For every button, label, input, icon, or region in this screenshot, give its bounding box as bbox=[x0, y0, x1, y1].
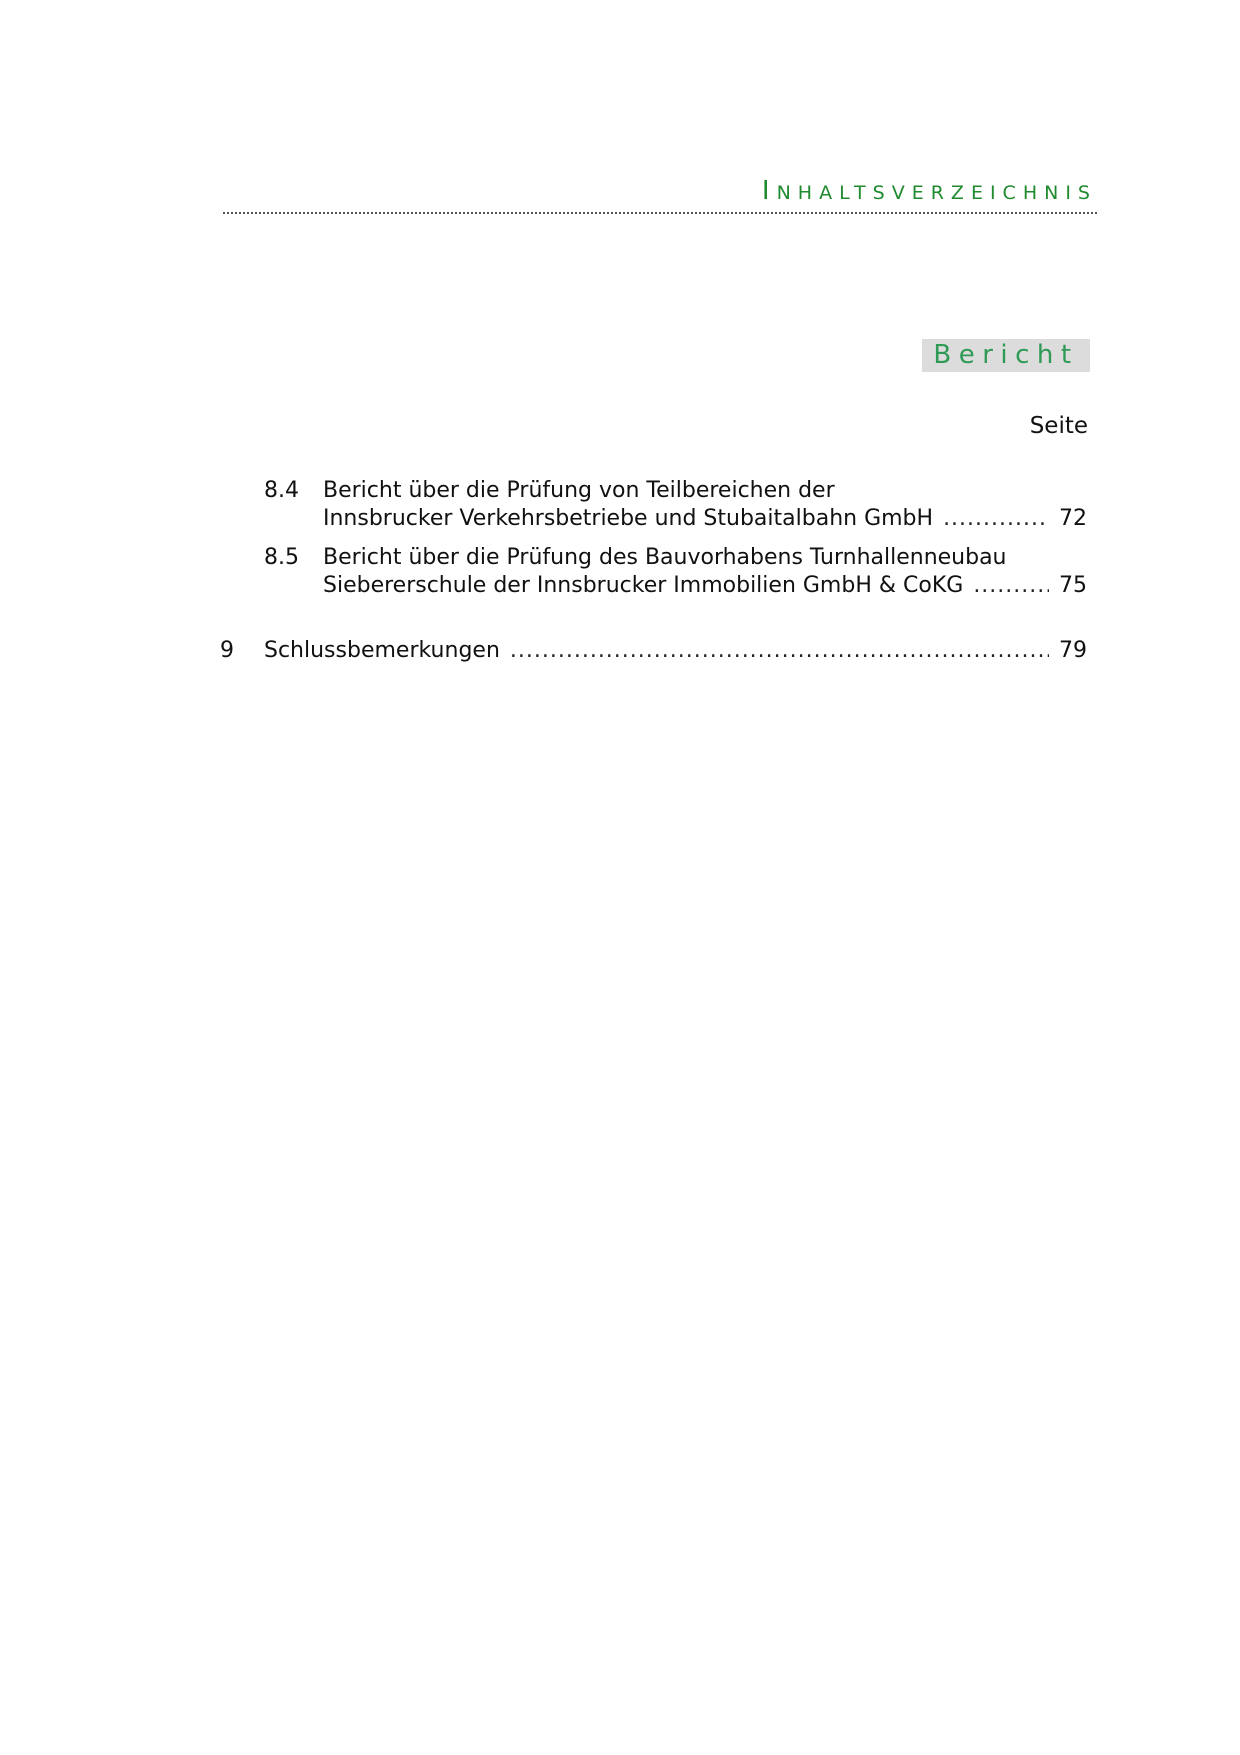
toc-entry-number: 8.5 bbox=[264, 545, 299, 570]
section-label: Bericht bbox=[922, 339, 1090, 372]
toc-entry-title-line2: Innsbrucker Verkehrsbetriebe und Stubaitalbahn GmbH bbox=[323, 506, 934, 531]
toc-entry-last-line bbox=[323, 504, 1087, 533]
toc-entry-title-line1: Bericht über die Prüfung von Teilbereichen der bbox=[323, 478, 835, 503]
toc-entry-page: 72 bbox=[1059, 506, 1087, 531]
dot-leader bbox=[510, 636, 1049, 665]
toc-entry-page: 75 bbox=[1059, 573, 1087, 598]
toc-entry-title-line2: Siebererschule der Innsbrucker Immobilien GmbH & CoKG bbox=[323, 573, 964, 598]
toc-entry-number: 8.4 bbox=[264, 478, 299, 503]
toc-entry-number: 9 bbox=[220, 638, 234, 663]
toc-entry-page: 79 bbox=[1059, 638, 1087, 663]
header-title-initial: I bbox=[761, 176, 777, 206]
header-title-rest: NHALTSVERZEICHNIS bbox=[776, 182, 1097, 204]
toc-entry-last-line bbox=[264, 636, 1087, 665]
toc-entry-title-line1: Bericht über die Prüfung des Bauvorhabens Turnhallenneubau bbox=[323, 545, 1007, 570]
dot-leader bbox=[943, 504, 1049, 533]
page-column-label: Seite bbox=[1029, 413, 1088, 439]
dot-leader bbox=[973, 571, 1049, 600]
toc-entry-last-line bbox=[323, 571, 1087, 600]
toc-entry-title: Schlussbemerkungen bbox=[264, 638, 500, 663]
